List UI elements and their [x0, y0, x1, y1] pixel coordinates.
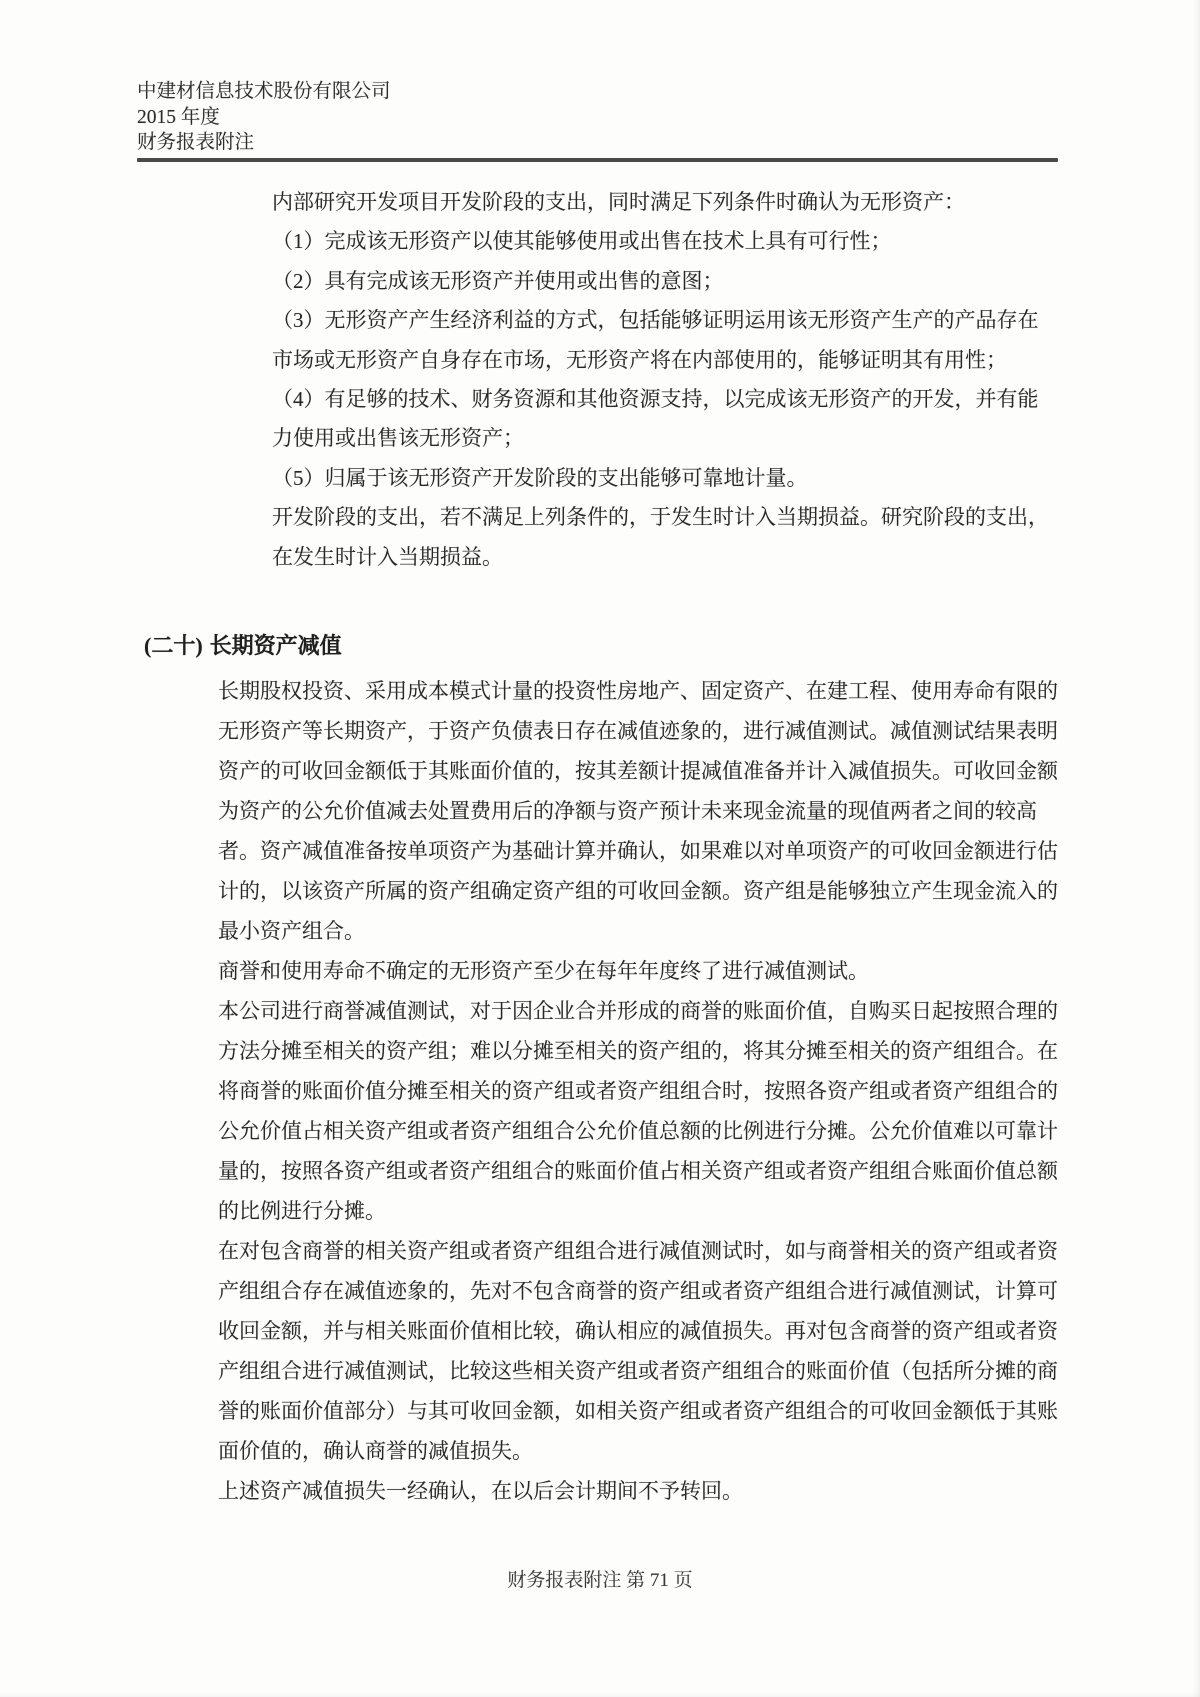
text-line: 市场或无形资产自身存在市场，无形资产将在内部使用的，能够证明其有用性； — [272, 347, 1007, 372]
footer-page-label: 财务报表附注 第 71 页 — [507, 1570, 693, 1591]
text-line: 最小资产组合。 — [218, 919, 365, 943]
text-line: （1）完成该无形资产以使其能够使用或出售在技术上具有可行性； — [272, 229, 892, 254]
text-line: 计的，以该资产所属的资产组确定资产组的可收回金额。资产组是能够独立产生现金流入的 — [218, 879, 1058, 903]
section-number: (二十) — [144, 633, 203, 658]
company-name: 中建材信息技术股份有限公司 — [137, 81, 391, 102]
text-line: （4）有足够的技术、财务资源和其他资源支持，以完成该无形资产的开发，并有能 — [272, 387, 1039, 412]
text-line: 量的，按照各资产组或者资产组组合的账面价值占相关资产组或者资产组组合账面价值总额 — [218, 1159, 1058, 1183]
text-line: 开发阶段的支出，若不满足上列条件的，于发生时计入当期损益。研究阶段的支出， — [272, 505, 1049, 530]
text-line: 收回金额，并与相关账面价值相比较，确认相应的减值损失。再对包含商誉的资产组或者资 — [218, 1319, 1058, 1343]
text-line: 方法分摊至相关的资产组；难以分摊至相关的资产组的，将其分摊至相关的资产组组合。在 — [218, 1039, 1058, 1063]
text-line: 商誉和使用寿命不确定的无形资产至少在每年年度终了进行减值测试。 — [218, 959, 869, 983]
intro-paragraph-block — [272, 183, 1049, 577]
text-line: 誉的账面价值部分）与其可收回金额，如相关资产组或者资产组组合的可收回金额低于其账 — [218, 1399, 1058, 1423]
text-line: 资产的可收回金额低于其账面价值的，按其差额计提减值准备并计入减值损失。可收回金额 — [218, 759, 1058, 783]
text-line: 公允价值占相关资产组或者资产组组合公允价值总额的比例进行分摊。公允价值难以可靠计 — [218, 1119, 1058, 1143]
text-line: 无形资产等长期资产，于资产负债表日存在减值迹象的，进行减值测试。减值测试结果表明 — [218, 719, 1058, 743]
text-line: 为资产的公允价值减去处置费用后的净额与资产预计未来现金流量的现值两者之间的较高 — [218, 799, 1037, 823]
text-line: 在发生时计入当期损益。 — [272, 544, 503, 569]
text-line: 本公司进行商誉减值测试，对于因企业合并形成的商誉的账面价值，自购买日起按照合理的 — [218, 999, 1058, 1023]
section-title: 长期资产减值 — [209, 633, 342, 658]
text-line: 的比例进行分摊。 — [218, 1199, 386, 1223]
page-footer — [0, 1565, 1200, 1592]
document-header — [137, 79, 391, 156]
text-line: 长期股权投资、采用成本模式计量的投资性房地产、固定资产、在建工程、使用寿命有限的 — [218, 679, 1058, 703]
text-line: 面价值的，确认商誉的减值损失。 — [218, 1439, 533, 1463]
text-line: 产组组合存在减值迹象的，先对不包含商誉的资产组或者资产组组合进行减值测试，计算可 — [218, 1279, 1058, 1303]
text-line: （2）具有完成该无形资产并使用或出售的意图； — [272, 268, 724, 293]
text-line: 将商誉的账面价值分摊至相关的资产组或者资产组组合时，按照各资产组或者资产组组合的 — [218, 1079, 1058, 1103]
text-line: 力使用或出售该无形资产； — [272, 426, 524, 451]
header-divider-rule — [137, 158, 1058, 162]
text-line: （3）无形资产产生经济利益的方式，包括能够证明运用该无形资产生产的产品存在 — [272, 308, 1039, 333]
text-line: 上述资产减值损失一经确认，在以后会计期间不予转回。 — [218, 1479, 743, 1503]
report-period: 2015 年度 — [137, 106, 220, 128]
section-heading — [144, 629, 342, 660]
text-line: （5）归属于该无形资产开发阶段的支出能够可靠地计量。 — [272, 465, 808, 490]
text-line: 内部研究开发项目开发阶段的支出，同时满足下列条件时确认为无形资产： — [272, 190, 965, 214]
header-doc-title: 财务报表附注 — [137, 132, 255, 153]
text-line: 者。资产减值准备按单项资产为基础计算并确认，如果难以对单项资产的可收回金额进行估 — [218, 839, 1058, 863]
section-body-block — [218, 671, 1058, 1511]
text-line: 在对包含商誉的相关资产组或者资产组组合进行减值测试时，如与商誉相关的资产组或者资 — [218, 1239, 1058, 1263]
text-line: 产组组合进行减值测试，比较这些相关资产组或者资产组组合的账面价值（包括所分摊的商 — [218, 1359, 1058, 1383]
